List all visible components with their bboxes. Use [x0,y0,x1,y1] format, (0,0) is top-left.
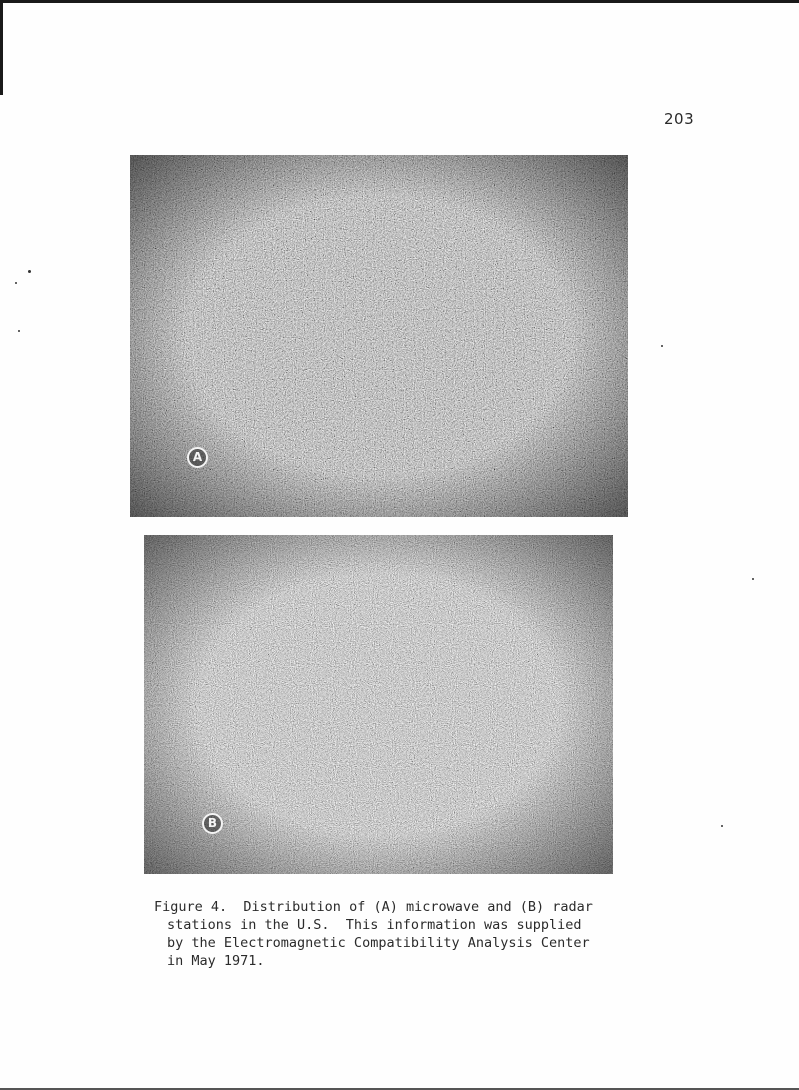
figure-a-marker: A [187,447,208,468]
scan-speck [661,345,663,347]
scan-speck [18,330,20,332]
figure-b-photo [144,535,613,874]
scan-speck [28,270,31,273]
figure-caption [154,898,614,970]
caption-line-4: in May 1971. [167,953,265,969]
scan-speck [752,578,754,580]
caption-line-2: stations in the U.S. This information was supplied [167,917,582,933]
figure-b-marker: B [202,813,223,834]
scan-speck [721,825,723,827]
scan-edge-left [0,0,3,95]
caption-line-1: Figure 4. Distribution of (A) microwave and (B) radar [154,899,593,915]
page-number: 203 [664,110,695,128]
figure-a-photo [130,155,628,517]
scan-speck [15,282,17,284]
caption-line-3: by the Electromagnetic Compatibility Analysis Center [167,935,590,951]
scan-edge-top [0,0,799,3]
